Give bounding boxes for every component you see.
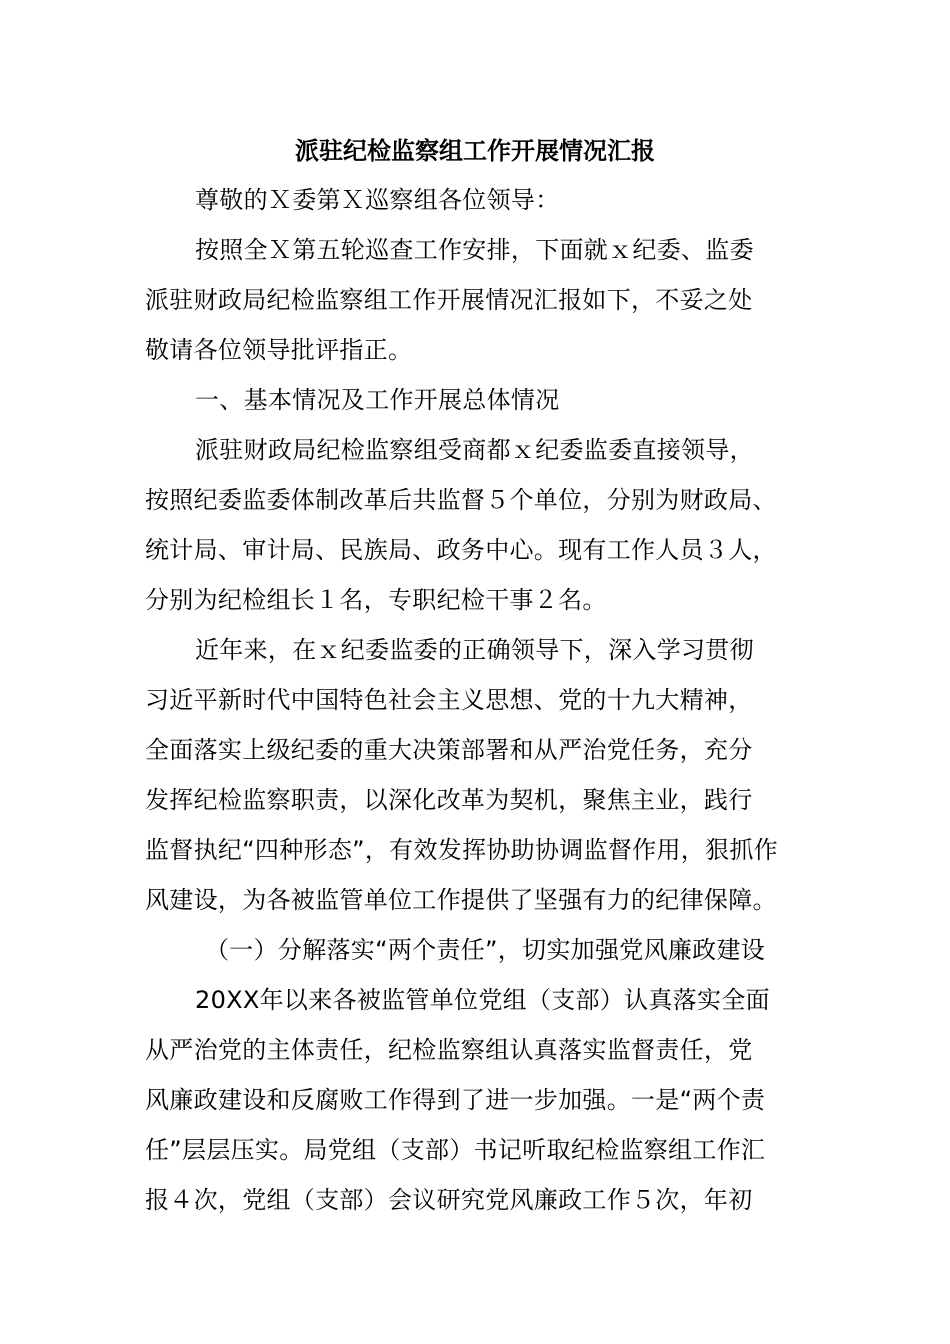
paragraph-line: 习近平新时代中国特色社会主义思想、党的十九大精神， xyxy=(145,686,753,714)
paragraph-line: 风建设，为各被监管单位工作提供了坚强有力的纪律保障。 xyxy=(145,886,777,914)
paragraph-line: 20XX年以来各被监管单位党组（支部）认真落实全面 xyxy=(195,986,770,1014)
paragraph-line: 派驻财政局纪检监察组工作开展情况汇报如下，不妥之处 xyxy=(145,286,753,314)
paragraph-line: 发挥纪检监察职责，以深化改革为契机，聚焦主业，践行 xyxy=(145,786,753,814)
paragraph-line: 分别为纪检组长１名，专职纪检干事２名。 xyxy=(145,586,607,614)
paragraph-line: 全面落实上级纪委的重大决策部署和从严治党任务，充分 xyxy=(145,736,753,764)
paragraph-line: 敬请各位领导批评指正。 xyxy=(145,336,413,364)
paragraph-line: 从严治党的主体责任，纪检监察组认真落实监督责任，党 xyxy=(145,1036,753,1064)
paragraph-line: 风廉政建设和反腐败工作得到了进一步加强。一是“两个责 xyxy=(145,1086,766,1114)
salutation: 尊敬的Ｘ委第Ｘ巡察组各位领导： xyxy=(195,186,560,214)
paragraph-line: 统计局、审计局、民族局、政务中心。现有工作人员３人， xyxy=(145,536,777,564)
subsection-heading: （一）分解落实“两个责任”，切实加强党风廉政建设 xyxy=(205,936,766,964)
paragraph-line: 按照纪委监委体制改革后共监督５个单位，分别为财政局、 xyxy=(145,486,777,514)
paragraph-line: 报４次，党组（支部）会议研究党风廉政工作５次，年初 xyxy=(145,1186,753,1214)
paragraph-line: 监督执纪“四种形态”，有效发挥协助协调监督作用，狠抓作 xyxy=(145,836,778,864)
document-title: 派驻纪检监察组工作开展情况汇报 xyxy=(295,137,655,165)
section-heading: 一、基本情况及工作开展总体情况 xyxy=(195,386,560,414)
paragraph-line: 近年来，在ｘ纪委监委的正确领导下，深入学习贯彻 xyxy=(195,636,754,664)
paragraph-line: 任”层层压实。局党组（支部）书记听取纪检监察组工作汇 xyxy=(145,1136,766,1164)
paragraph-line: 按照全Ｘ第五轮巡查工作安排，下面就ｘ纪委、监委 xyxy=(195,236,754,264)
paragraph-line: 派驻财政局纪检监察组受商都ｘ纪委监委直接领导， xyxy=(195,436,754,464)
